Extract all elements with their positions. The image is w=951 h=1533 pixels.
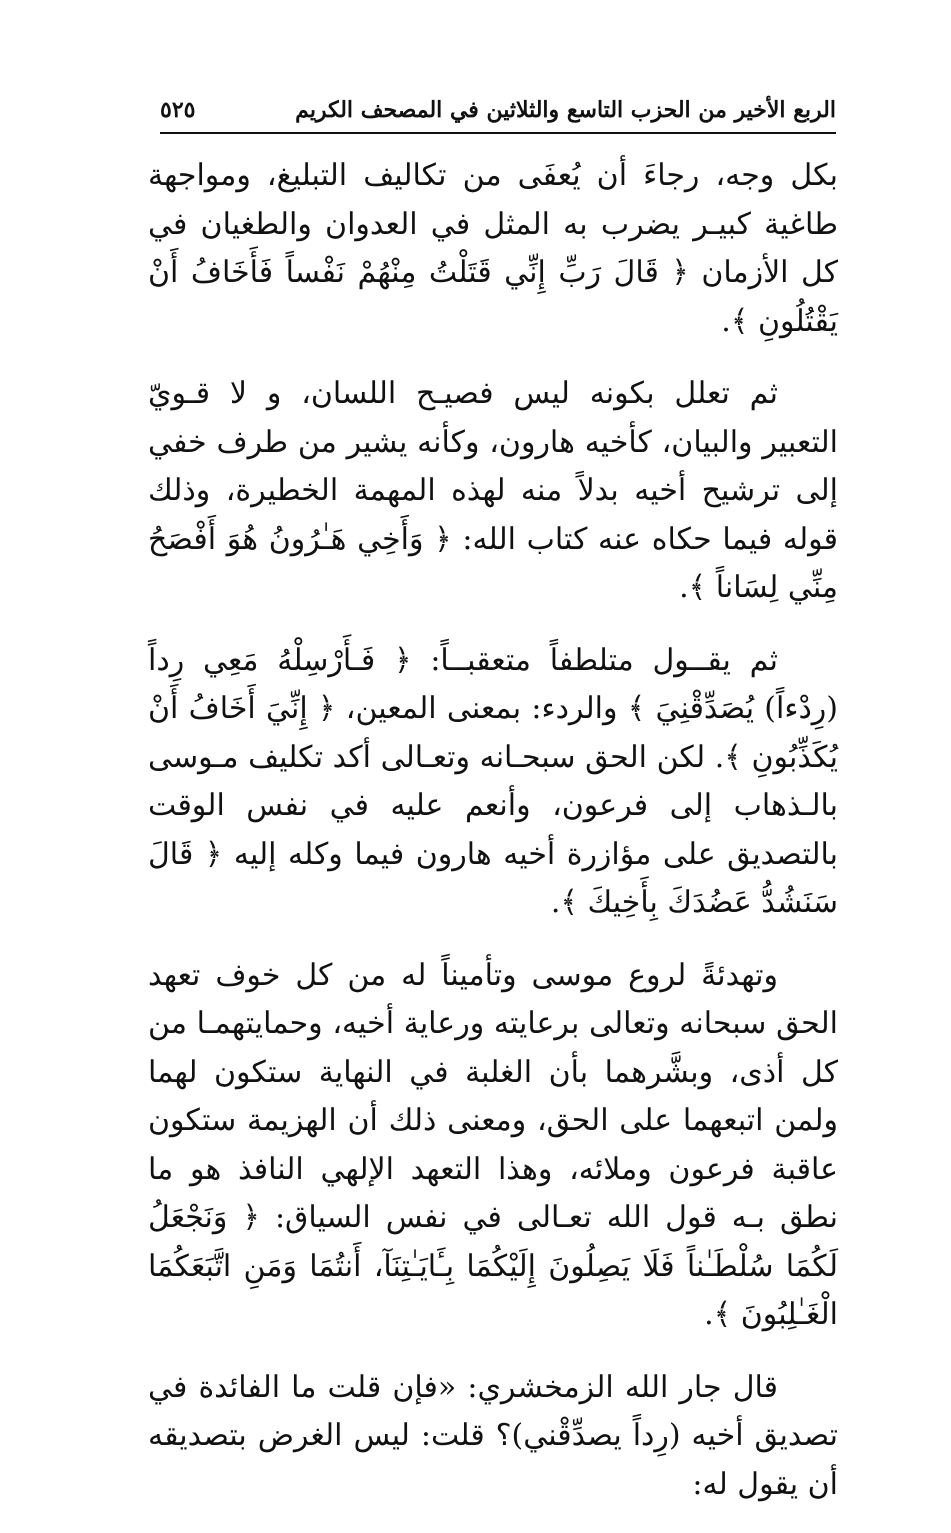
running-header xyxy=(160,90,836,130)
paragraph-3: ثم يقــول متلطفاً متعقبــاً: ﴿ فَـأَرْسِلْهُ مَعِي رِداً (رِدْءاً) يُصَدِّقْنِيَ ﴾ والردء: بمعنى المعين، ﴿ إِنِّيَ أَخَافُ أَنْ يُكَذِّبُونِ ﴾. لكن الحق سبحـانه وتعـالى أكد تكليف مـوسى بالـذهاب إلى فرعون، وأنعم عليه في نفس الوقت بالتصديق على مؤازرة أخيه هارون فيما وكله إليه ﴿ قَالَ سَنَشُدُّ عَضُدَكَ بِأَخِيكَ ﴾. xyxy=(148,642,838,920)
header-title: الربع الأخير من الحزب التاسع والثلاثين في المصحف الكريم xyxy=(295,97,836,123)
page-number: ٥٢٥ xyxy=(160,97,196,123)
header-rule xyxy=(160,132,836,134)
paragraph-2: ثم تعلل بكونه ليس فصيـح اللسان، و لا قـويّ التعبير والبيان، كأخيه هارون، وكأنه يشير من طرف خفي إلى ترشيح أخيه بدلاً منه لهذه المهمة الخطيرة، وذلك قوله فيما حكاه عنه كتاب الله: ﴿ وَأَخِي هَـٰرُونُ هُوَ أَفْصَحُ مِنِّي لِسَاناً ﴾. xyxy=(148,376,838,605)
body-text xyxy=(148,152,838,1533)
paragraph-4: وتهدئةً لروع موسى وتأميناً له من كل خوف تعهد الحق سبحانه وتعالى برعايته ورعاية أخيه، وحمايتهمـا من كل أذى، وبشَّرهما بأن الغلبة في النهاية ستكون لهما ولمن اتبعهما على الحق، ومعنى ذلك أن الهزيمة ستكون عاقبة فرعون وملائه، وهذا التعهد الإلهي النافذ هو ما نطق بـه قول الله تعـالى في نفس السياق: ﴿ وَنَجْعَلُ لَكُمَا سُلْطَـٰناً فَلَا يَصِلُونَ إِلَيْكُمَا بِـَٔايَـٰتِنَآ، أَنتُمَا وَمَنِ اتَّبَعَكُمَا الْغَـٰلِبُونَ ﴾. xyxy=(148,957,838,1332)
paragraph-1: بكل وجه، رجاءَ أن يُعفَى من تكاليف التبليغ، ومواجهة طاغية كبيـر يضرب به المثل في العدوان والطغيان في كل الأزمان ﴿ قَالَ رَبِّ إِنِّي قَتَلْتُ مِنْهُمْ نَفْساً فَأَخَافُ أَنْ يَقْتُلُونِ ﴾. xyxy=(148,158,838,339)
paragraph-5: قال جار الله الزمخشري: «فإن قلت ما الفائدة في تصديق أخيه (رِداً يصدِّقْني)؟ قلت: ليس الغرض بتصديقه أن يقول له: xyxy=(148,1369,838,1502)
